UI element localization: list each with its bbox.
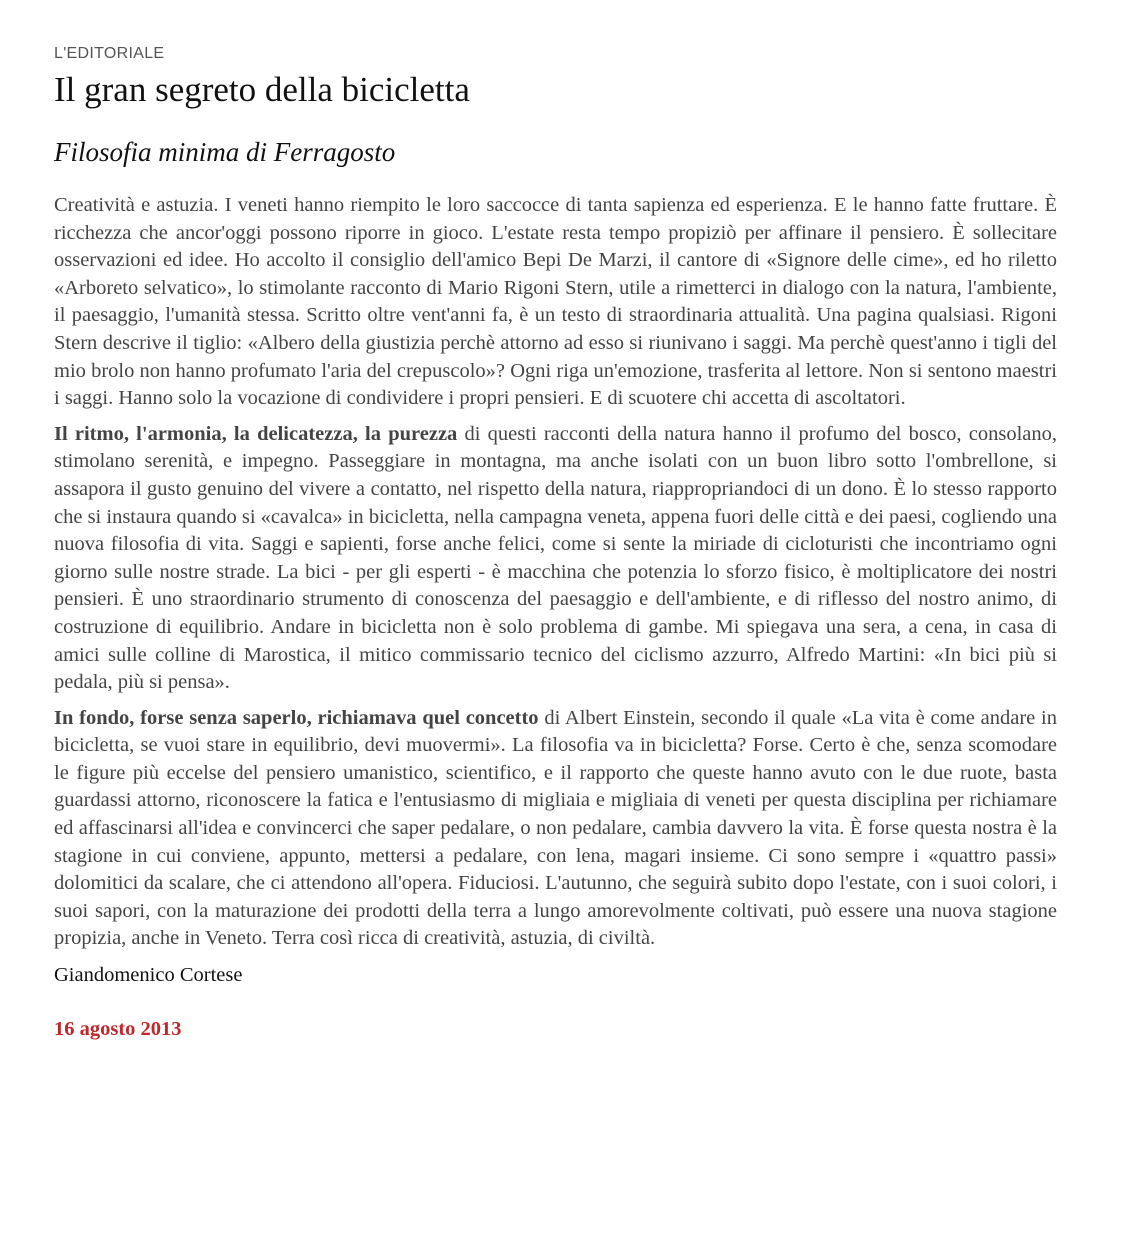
paragraph-3-text: di Albert Einstein, secondo il quale «La vita è come andare in bicicletta, se vuoi stare in equilibrio, devi muovermi». La filosofia va in bicicletta? Forse. Certo è che, senza scomodare le figure più eccelse del pensiero umanistico, scientifico, e il rapporto che queste hanno avuto con le due ruote, basta guardassi attorno, riconoscere la fatica e l'entusiasmo di migliaia e migliaia di veneti per questa disciplina per richiamare ed affascinarsi all'idea e convincerci che saper pedalare, o non pedalare, cambia davvero la vita. È forse questa nostra è la stagione in cui conviene, appunto, mettersi a pedalare, con lena, magari insieme. Ci sono sempre i «quattro passi» dolomitici da scalare, che ci attendono all'opera. Fiduciosi. L'autunno, che seguirà subito dopo l'estate, con i suoi colori, i suoi sapori, con la maturazione dei prodotti della terra a lungo amorevolmente coltivati, può essere una nuova stagione propizia, anche in Veneto. Terra così ricca di creatività, astuzia, di civiltà.: [54, 706, 1057, 950]
author-name: Giandomenico Cortese: [54, 964, 243, 987]
paragraph-3-lead: In fondo, forse senza saperlo, richiamava quel concetto: [54, 706, 539, 729]
article-body: [54, 192, 1057, 953]
publication-date: 16 agosto 2013: [54, 1018, 182, 1041]
paragraph-1: [54, 192, 1057, 413]
section-label: L'EDITORIALE: [54, 45, 165, 62]
article-title: Il gran segreto della bicicletta: [54, 70, 470, 109]
paragraph-1-text: Creatività e astuzia. I veneti hanno riempito le loro saccocce di tanta sapienza ed esperienza. E le hanno fatte fruttare. È ricchezza che ancor'oggi possono riporre in gioco. L'estate resta tempo propiziò per affinare il pensiero. È sollecitare osservazioni ed idee. Ho accolto il consiglio dell'amico Bepi De Marzi, il cantore di «Signore delle cime», ed ho riletto «Arboreto selvatico», lo stimolante racconto di Mario Rigoni Stern, utile a rimetterci in dialogo con la natura, l'ambiente, il paesaggio, l'umanità stessa. Scritto oltre vent'anni fa, è un testo di straordinaria attualità. Una pagina qualsiasi. Rigoni Stern descrive il tiglio: «Albero della giustizia perchè attorno ad esso si riunivano i saggi. Ma perchè quest'anno i tigli del mio brolo non hanno profumato l'aria del crepuscolo»? Ogni riga un'emozione, trasferita al lettore. Non si sentono maestri i saggi. Hanno solo la vocazione di condividere i propri pensieri. E di scuotere chi accetta di ascoltatori.: [54, 194, 1057, 410]
paragraph-2: [54, 421, 1057, 697]
paragraph-3: [54, 705, 1057, 953]
article-subtitle: Filosofia minima di Ferragosto: [54, 137, 396, 167]
article: [54, 40, 1057, 1043]
paragraph-2-lead: Il ritmo, l'armonia, la delicatezza, la purezza: [54, 422, 458, 445]
paragraph-2-text: di questi racconti della natura hanno il profumo del bosco, consolano, stimolano serenità, e impegno. Passeggiare in montagna, ma anche isolati con un buon libro sotto l'ombrellone, si assapora il gusto genuino del vivere a contatto, nel rispetto della natura, riappropriandoci di un dono. È lo stesso rapporto che si instaura quando si «cavalca» in bicicletta, nella campagna veneta, appena fuori delle città e dei paesi, cogliendo una nuova filosofia di vita. Saggi e sapienti, forse anche felici, come si sente la miriade di cicloturisti che incontriamo ogni giorno sulle nostre strade. La bici - per gli esperti - è macchina che potenzia lo sforzo fisico, è moltiplicatore dei nostri pensieri. È uno straordinario strumento di conoscenza del paesaggio e dell'ambiente, e di riflesso del nostro animo, di costruzione di equilibrio. Andare in bicicletta non è solo problema di gambe. Mi spiegava una sera, a cena, in casa di amici sulle colline di Marostica, il mitico commissario tecnico del ciclismo azzurro, Alfredo Martini: «In bici più si pedala, più si pensa».: [54, 422, 1057, 694]
